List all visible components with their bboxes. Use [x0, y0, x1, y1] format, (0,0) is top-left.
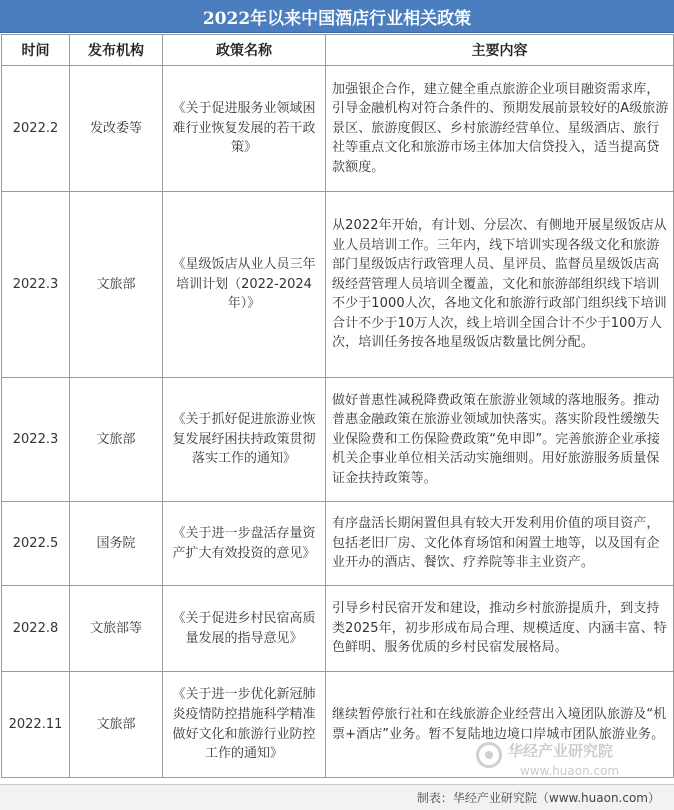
- table-title: 2022年以来中国酒店行业相关政策: [0, 0, 674, 33]
- cell-content: 从2022年开始，有计划、分层次、有侧地开展星级饭店从业人员培训工作。三年内，线下培训实现各级文化和旅游部门星级饭店行政管理人员、星评员、监督员星级饭店高级经营管理人员培训全覆盖，文化和旅游部组织线下培训不少于1000人次，各地文化和旅游行政部门组织线下培训合计不少于10万人次，线上培训全国合计不少于100万人次，培训任务按各地星级饭店数量比例分配。: [326, 192, 674, 378]
- policy-table: [1, 34, 674, 778]
- watermark-url: www.huaon.com: [520, 764, 620, 778]
- cell-org: 发改委等: [70, 66, 163, 192]
- cell-time: 2022.3: [2, 378, 70, 502]
- table-row: [2, 672, 674, 778]
- header-name: 政策名称: [163, 35, 326, 66]
- cell-policy-name: 《关于促进乡村民宿高质量发展的指导意见》: [163, 586, 326, 672]
- table-row: [2, 502, 674, 586]
- header-content: 主要内容: [326, 35, 674, 66]
- cell-org: 国务院: [70, 502, 163, 586]
- cell-policy-name: 《关于促进服务业领域困难行业恢复发展的若干政策》: [163, 66, 326, 192]
- cell-time: 2022.3: [2, 192, 70, 378]
- table-row: [2, 66, 674, 192]
- cell-content: 有序盘活长期闲置但具有较大开发利用价值的项目资产，包括老旧厂房、文化体育场馆和闲置土地等，以及国有企业开办的酒店、餐饮、疗养院等非主业资产。: [326, 502, 674, 586]
- cell-time: 2022.2: [2, 66, 70, 192]
- cell-org: 文旅部: [70, 672, 163, 778]
- watermark-name: 华经产业研究院: [508, 742, 614, 760]
- cell-content: 引导乡村民宿开发和建设，推动乡村旅游提质升，到支持类2025年，初步形成布局合理、规模适度、内涵丰富、特色鲜明、服务优质的乡村民宿发展格局。: [326, 586, 674, 672]
- cell-content: 加强银企合作，建立健全重点旅游企业项目融资需求库，引导金融机构对符合条件的、预期发展前景较好的A级旅游景区、旅游度假区、乡村旅游经营单位、星级酒店、旅行社等重点文化和旅游市场主体加大信贷投入，适当提高贷款额度。: [326, 66, 674, 192]
- cell-policy-name: 《关于抓好促进旅游业恢复发展纾困扶持政策贯彻落实工作的通知》: [163, 378, 326, 502]
- cell-time: 2022.11: [2, 672, 70, 778]
- header-time: 时间: [2, 35, 70, 66]
- table-row: [2, 378, 674, 502]
- table-row: [2, 192, 674, 378]
- cell-org: 文旅部: [70, 192, 163, 378]
- source-footer: 制表：华经产业研究院（www.huaon.com）: [0, 784, 674, 810]
- cell-content: 继续暂停旅行社和在线旅游企业经营出入境团队旅游及“机票+酒店”业务。暂不复陆地边境口岸城市团队旅游业务。: [326, 672, 674, 778]
- cell-time: 2022.5: [2, 502, 70, 586]
- cell-org: 文旅部等: [70, 586, 163, 672]
- table-row: [2, 586, 674, 672]
- header-org: 发布机构: [70, 35, 163, 66]
- cell-policy-name: 《关于进一步盘活存量资产扩大有效投资的意见》: [163, 502, 326, 586]
- table-header-row: [2, 35, 674, 66]
- cell-policy-name: 《关于进一步优化新冠肺炎疫情防控措施科学精准做好文化和旅游行业防控工作的通知》: [163, 672, 326, 778]
- cell-org: 文旅部: [70, 378, 163, 502]
- cell-time: 2022.8: [2, 586, 70, 672]
- cell-content: 做好普惠性减税降费政策在旅游业领域的落地服务。推动普惠金融政策在旅游业领域加快落实。落实阶段性缓缴失业保险费和工伤保险费政策“免申即”。完善旅游企业承接机关企事业单位相关活动实施细则。用好旅游服务质量保证金扶持政策等。: [326, 378, 674, 502]
- cell-policy-name: 《星级饭店从业人员三年培训计划（2022-2024年）》: [163, 192, 326, 378]
